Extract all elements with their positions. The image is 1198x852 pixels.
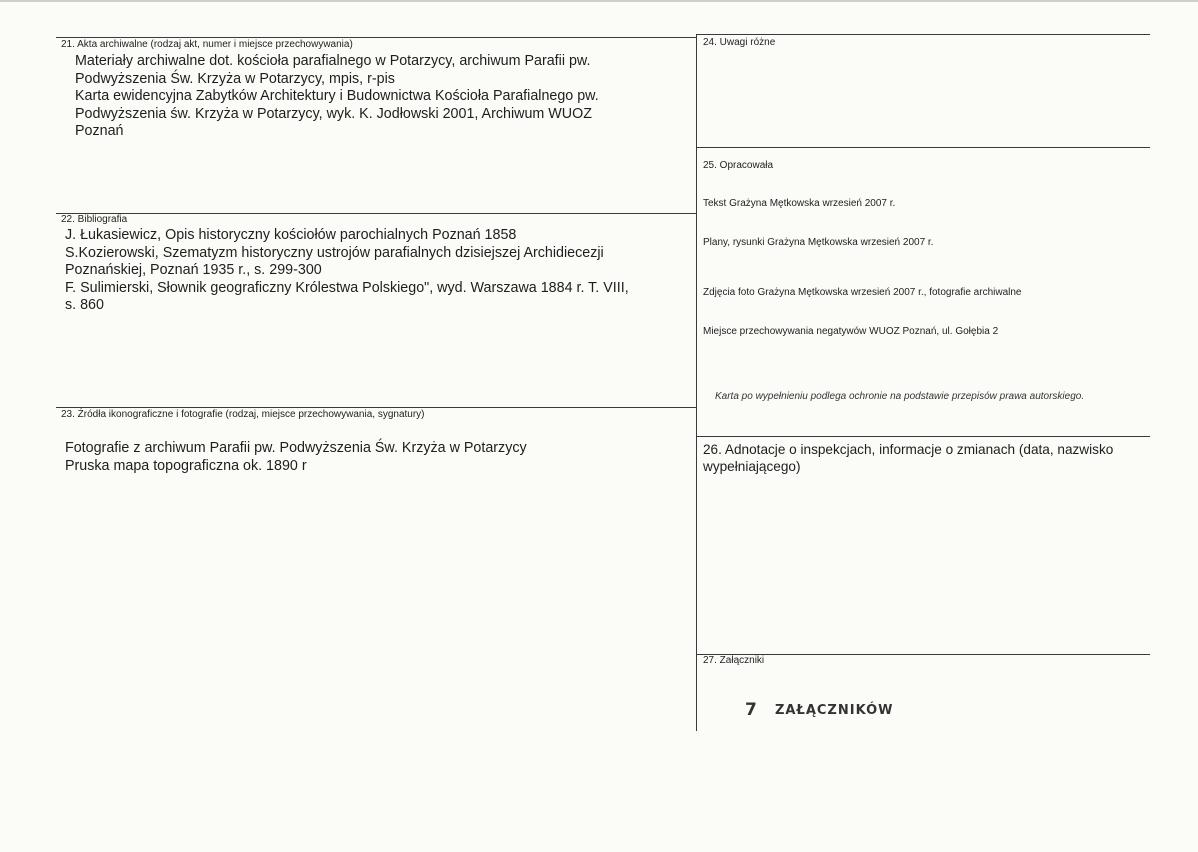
rule-24-25 bbox=[696, 147, 1150, 148]
section-21-content bbox=[75, 53, 599, 141]
section-21-line: Podwyższenia św. Krzyża w Potarzycy, wyk. K. Jodłowski 2001, Archiwum WUOZ bbox=[75, 105, 592, 122]
section-21-line: Poznań bbox=[75, 123, 124, 140]
section-21-line: Karta ewidencyjna Zabytków Architektury i Budownictwa Kościoła Parafialnego pw. bbox=[75, 88, 599, 105]
section-22-header: 22. Bibliografia bbox=[61, 214, 128, 225]
section-23-line: Pruska mapa topograficzna ok. 1890 r bbox=[65, 457, 307, 474]
handwritten-attachment-count: 7 bbox=[745, 700, 758, 720]
section-22-content bbox=[65, 227, 629, 315]
section-26-header-line: 26. Adnotacje o inspekcjach, informacje o zmianach (data, nazwisko bbox=[703, 442, 1114, 457]
section-23-content bbox=[65, 440, 527, 475]
section-22-line: J. Łukasiewicz, Opis historyczny kościołów parochialnych Poznań 1858 bbox=[65, 227, 517, 243]
rule-22-23 bbox=[56, 407, 696, 408]
scan-top-edge bbox=[0, 0, 1198, 2]
negatives-location: Miejsce przechowywania negatywów WUOZ Poznań, ul. Gołębia 2 bbox=[703, 326, 999, 337]
section-21-header: 21. Akta archiwalne (rodzaj akt, numer i miejsce przechowywania) bbox=[61, 39, 353, 50]
section-21-line: Podwyższenia Św. Krzyża w Potarzycy, mpis, r-pis bbox=[75, 70, 395, 87]
rule-25-26 bbox=[696, 436, 1150, 437]
section-27-header: 27. Załączniki bbox=[703, 655, 765, 666]
section-26-header bbox=[703, 441, 1113, 475]
column-divider bbox=[696, 34, 697, 731]
rule-top-right bbox=[696, 34, 1150, 35]
section-22-line: s. 860 bbox=[65, 297, 104, 314]
author-photos: Zdjęcia foto Grażyna Mętkowska wrzesień 2007 r., fotografie archiwalne bbox=[703, 287, 1022, 298]
section-25-header: 25. Opracowała bbox=[703, 160, 774, 171]
copyright-note: Karta po wypełnieniu podlega ochronie na podstawie przepisów prawa autorskiego. bbox=[715, 391, 1085, 402]
section-26-header-line: wypełniającego) bbox=[703, 459, 801, 474]
author-text: Tekst Grażyna Mętkowska wrzesień 2007 r. bbox=[703, 198, 896, 209]
section-23-header: 23. Źródła ikonograficzne i fotografie (rodzaj, miejsce przechowywania, sygnatury) bbox=[61, 409, 425, 420]
section-21-line: Materiały archiwalne dot. kościoła parafialnego w Potarzycy, archiwum Parafii pw. bbox=[75, 53, 591, 69]
section-22-line: F. Sulimierski, Słownik geograficzny Królestwa Polskiego", wyd. Warszawa 1884 r. T. VIII, bbox=[65, 279, 629, 296]
rule-top-left bbox=[56, 37, 696, 38]
handwritten-attachment-word: ZAŁĄCZNIKÓW bbox=[775, 703, 894, 718]
section-23-line: Fotografie z archiwum Parafii pw. Podwyższenia Św. Krzyża w Potarzycy bbox=[65, 440, 527, 456]
author-plans: Plany, rysunki Grażyna Mętkowska wrzesień 2007 r. bbox=[703, 237, 934, 248]
section-24-header: 24. Uwagi różne bbox=[703, 37, 776, 48]
section-22-line: Poznańskiej, Poznań 1935 r., s. 299-300 bbox=[65, 262, 322, 279]
section-22-line: S.Kozierowski, Szematyzm historyczny ustrojów parafialnych dzisiejszej Archidiecezji bbox=[65, 244, 604, 261]
rule-21-22 bbox=[56, 213, 696, 214]
